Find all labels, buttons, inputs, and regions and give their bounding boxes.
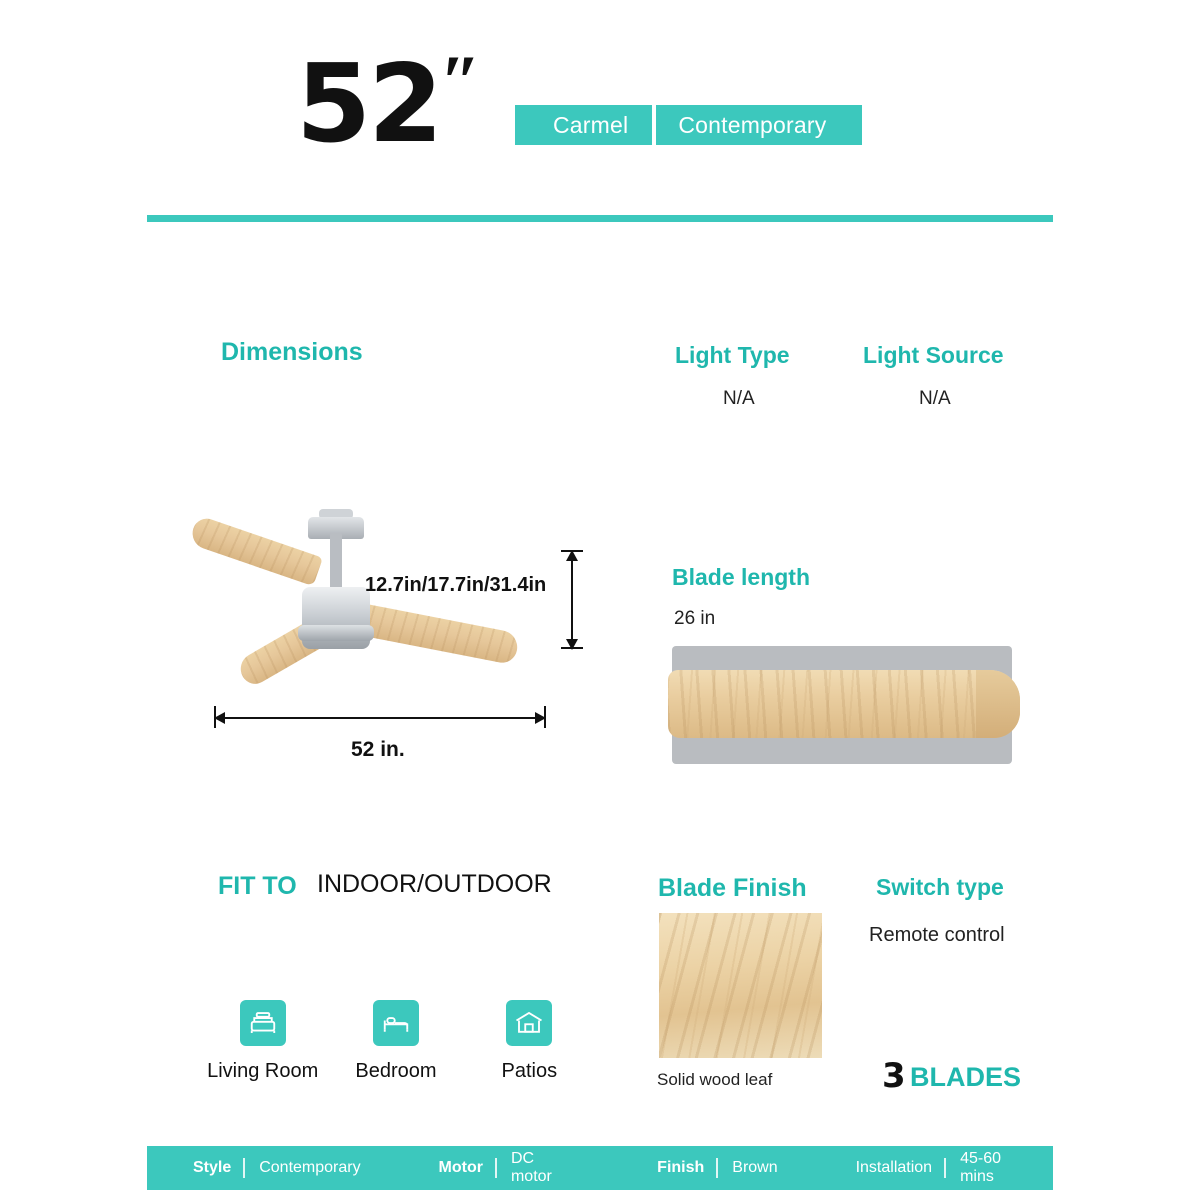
fan-downrod	[330, 533, 342, 593]
style-name: Contemporary	[656, 105, 862, 145]
blade-length-image	[672, 646, 1012, 764]
width-dimension-label: 52 in.	[351, 738, 405, 761]
room-item-living-room	[196, 1000, 329, 1083]
blade-closeup	[668, 670, 1020, 738]
footer-key: Finish	[657, 1159, 705, 1176]
switch-type-label: Switch type	[876, 874, 1004, 900]
header-divider	[147, 215, 1053, 222]
room-label: Patios	[501, 1060, 558, 1082]
fan-size-unit: ″	[440, 41, 481, 123]
blade-finish-value: Solid wood leaf	[657, 1070, 773, 1089]
blade-count-label: BLADES	[910, 1062, 1022, 1092]
room-label: Bedroom	[355, 1060, 437, 1082]
footer-value: 45-60 mins	[960, 1150, 1001, 1185]
fit-to-label: FIT TO	[218, 872, 297, 900]
model-name: Carmel	[515, 105, 652, 145]
footer-key: Installation	[855, 1159, 933, 1176]
header	[0, 0, 1200, 230]
light-source-label: Light Source	[863, 342, 1004, 368]
footer-item-finish	[645, 1158, 791, 1178]
dimensions-label: Dimensions	[221, 338, 363, 366]
fit-to-value: INDOOR/OUTDOOR	[317, 870, 552, 898]
footer-item-motor	[427, 1150, 594, 1186]
room-list	[196, 1000, 596, 1083]
light-type-value: N/A	[723, 388, 755, 409]
footer-key: Motor	[438, 1159, 483, 1176]
room-item-bedroom	[329, 1000, 462, 1083]
ceiling-fan-illustration	[180, 495, 600, 725]
living-room-icon	[240, 1000, 286, 1046]
blade-length-value: 26 in	[674, 608, 716, 629]
light-type-label: Light Type	[675, 342, 790, 368]
footer-key: Style	[192, 1159, 232, 1176]
width-arrow	[215, 717, 545, 719]
blade-count-number: 3	[882, 1056, 906, 1096]
height-arrow	[571, 551, 573, 649]
model-style-badge	[515, 105, 862, 145]
light-source-value: N/A	[919, 388, 951, 409]
footer-value: Brown	[732, 1159, 778, 1176]
footer-value: Contemporary	[259, 1159, 361, 1176]
switch-type-value: Remote control	[869, 924, 1005, 946]
patio-icon	[506, 1000, 552, 1046]
fan-blade-left	[188, 515, 323, 586]
room-item-patios	[463, 1000, 596, 1083]
blade-length-label: Blade length	[672, 564, 811, 590]
fan-blade-right	[357, 603, 520, 665]
bedroom-icon	[373, 1000, 419, 1046]
fan-size-number: 52	[296, 42, 441, 167]
footer-value: DC motor	[510, 1150, 552, 1185]
room-label: Living Room	[207, 1060, 319, 1082]
footer-spec-bar	[147, 1146, 1053, 1190]
fan-motor-ring	[298, 625, 374, 641]
footer-item-installation	[844, 1150, 1053, 1186]
blade-finish-label: Blade Finish	[658, 874, 807, 902]
footer-item-style	[181, 1158, 375, 1178]
blade-finish-swatch	[659, 913, 822, 1058]
height-dimension-label: 12.7in/17.7in/31.4in	[365, 574, 547, 596]
